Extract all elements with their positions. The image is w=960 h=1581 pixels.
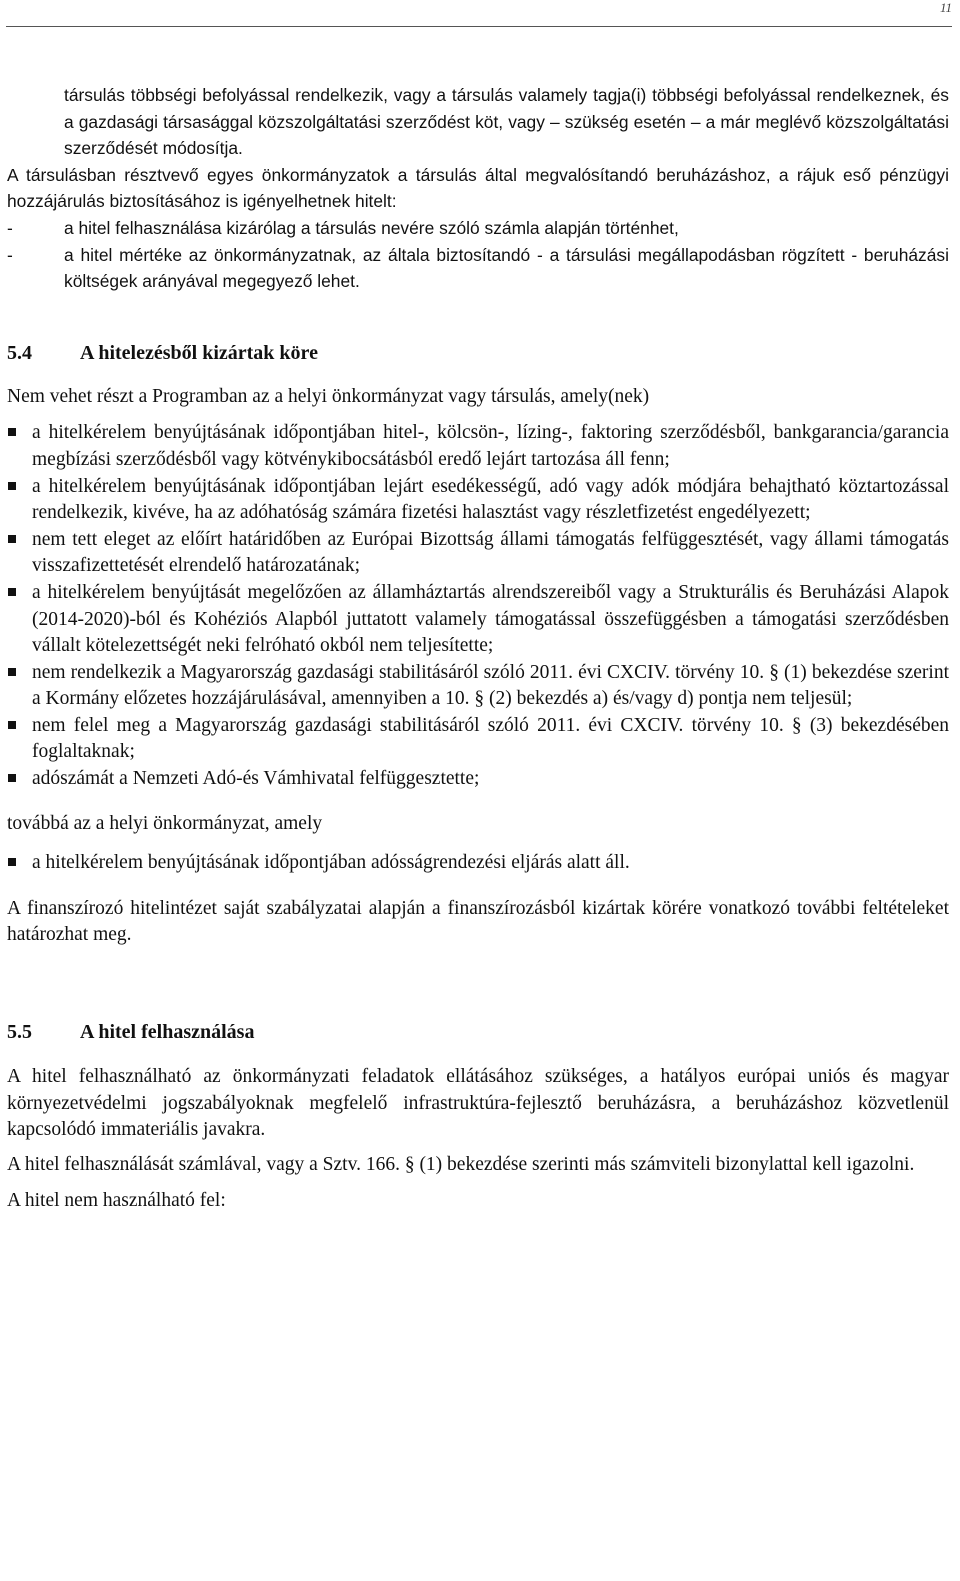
evidence-paragraph: A hitel felhasználását számlával, vagy a Sztv. 166. § (1) bekezdése szerinti más számviteli bizonylattal kell igazolni. [7,1153,915,1175]
list-item-text: nem tett eleget az előírt határidőben az Európai Bizottság állami támogatás felfüggesztését, vagy állami támogatás visszafizettetését elrendelő határozatának; [32,528,949,577]
closing-paragraph: A finanszírozó hitelintézet saját szabályzatai alapján a finanszírozásból kizártak körére vonatkozó további feltételeket határozhat meg. [7,897,949,946]
square-bullet-icon [8,858,16,866]
page-number: 11 [939,0,952,15]
list-item [7,420,949,473]
list-item-text: a hitelkérelem benyújtásának időpontjában adósságrendezési eljárás alatt áll. [32,852,630,874]
list-item-text: adószámát a Nemzeti Adó-és Vámhivatal felfüggesztette; [32,768,480,790]
list-item [7,713,949,766]
square-bullet-icon [8,535,16,543]
section-title: A hitelezésből kizártak köre [80,341,318,364]
intro-paragraph: A társulásban résztvevő egyes önkormányzatok a társulás által megvalósítandó beruházáshoz, a rájuk eső pénzügyi hozzájárulás biztosításához is igényelhetnek hitelt: [7,164,949,212]
list-item-text: nem rendelkezik a Magyarország gazdasági stabilitásáról szóló 2011. évi CXCIV. törvény 10. § (1) bekezdése szerint a Kormány előzetes hozzájárulásával, amennyiben a 10. § (2) bekezdés a) és/vagy d) pontja nem teljesül; [32,661,949,710]
square-bullet-icon [8,482,16,490]
dash-marker: - [7,244,13,265]
section-heading-5-4 [7,340,949,366]
restriction-lead: A hitel nem használható fel: [7,1190,226,1212]
list-item [7,850,949,877]
square-bullet-icon [8,588,16,596]
section-heading-5-5 [7,1019,949,1045]
intro-continuation: társulás többségi befolyással rendelkezik, vagy a társulás valamely tagja(i) többségi befolyással rendelkeznek, és a gazdasági társasággal közszolgáltatási szerződést köt, vagy – szükség esetén – a már meglévő közszolgáltatási szerződését módosítja. [64,85,949,159]
list-item [7,474,949,527]
condition-item [7,242,949,295]
square-bullet-icon [8,774,16,782]
exclusion-lead: Nem vehet részt a Programban az a helyi önkormányzat vagy társulás, amely(nek) [7,385,650,407]
header-rule [6,26,952,27]
list-item [7,660,949,713]
list-item [7,766,949,793]
document-body [7,82,949,1215]
condition-item [7,215,949,242]
further-exclusion-list [7,850,949,877]
section-number: 5.4 [7,341,32,364]
condition-text: a hitel felhasználása kizárólag a társulás nevére szóló számla alapján történhet, [64,217,679,238]
list-item-text: a hitelkérelem benyújtását megelőzően az államháztartás alrendszereiből vagy a Strukturális és Beruházási Alapok (2014-2020)-ból és Kohéziós Alapból juttatott valamely támogatással összefüggésben a támogatási szerződésben vállalt kötelezettségét neki felróható okból nem teljesítette; [32,581,949,657]
usage-paragraph: A hitel felhasználható az önkormányzati feladatok ellátásához szükséges, a hatályos európai uniós és magyar környezetvédelmi jogszabályoknak megfelelő infrastruktúra-fejlesztő beruházásra, a beruházáshoz közvetlenül kapcsolódó immateriális javakra. [7,1066,949,1141]
list-item [7,527,949,580]
section-title: A hitel felhasználása [80,1021,255,1044]
square-bullet-icon [8,721,16,729]
list-item [7,580,949,660]
dash-marker: - [7,217,13,238]
exclusion-list [7,420,949,792]
square-bullet-icon [8,428,16,436]
list-item-text: a hitelkérelem benyújtásának időpontjában hitel-, kölcsön-, lízing-, faktoring szerződésből, bankgarancia/garancia megbízási szerződésből vagy kötvénykibocsátásból eredő lejárt tartozása áll fenn; [32,422,949,470]
section-number: 5.5 [7,1021,32,1044]
list-item-text: a hitelkérelem benyújtásának időpontjában lejárt esedékességű, adó vagy adók módjára behajtható köztartozással rendelkezik, kivéve, ha az adóhatóság számára fizetési halasztást vagy részletfizetést engedélyezett; [32,475,949,524]
further-lead: továbbá az a helyi önkormányzat, amely [7,812,323,834]
square-bullet-icon [8,668,16,676]
condition-text: a hitel mértéke az önkormányzatnak, az általa biztosítandó - a társulási megállapodásban rögzített - beruházási költségek arányával megegyező lehet. [64,244,949,292]
list-item-text: nem felel meg a Magyarország gazdasági stabilitásáról szóló 2011. évi CXCIV. törvény 10. § (3) bekezdésében foglaltaknak; [32,714,949,763]
